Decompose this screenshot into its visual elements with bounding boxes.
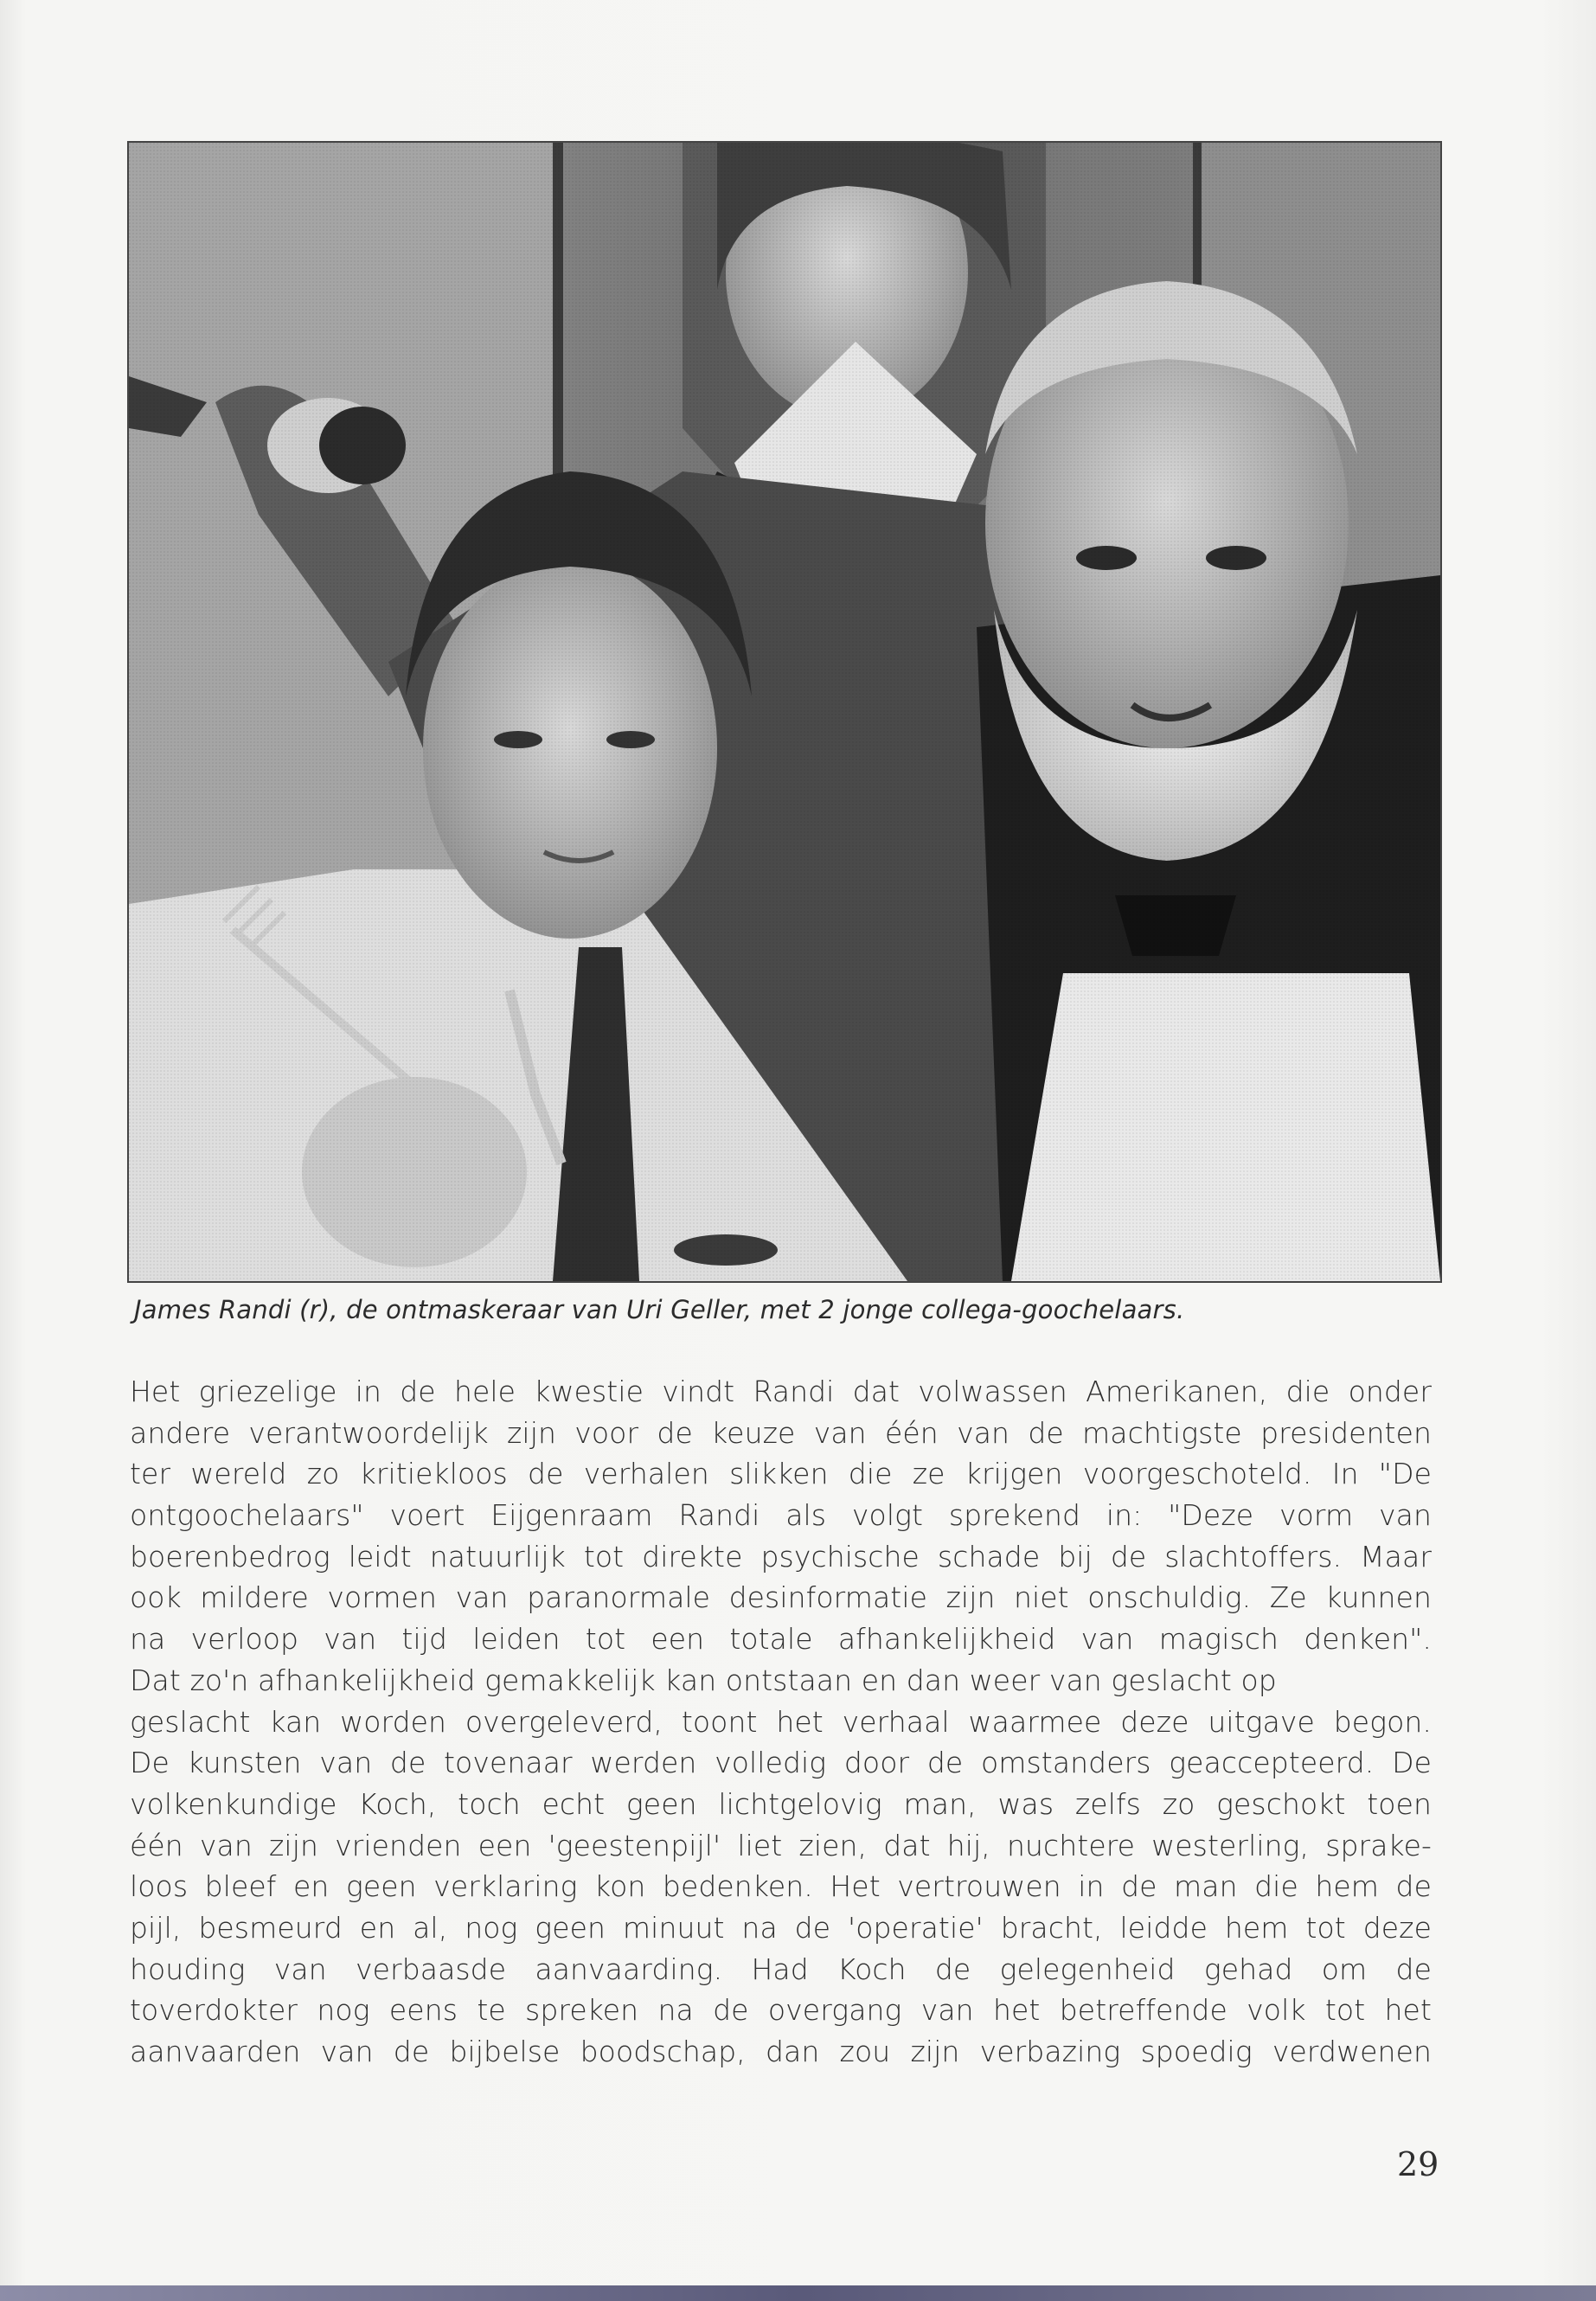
page-number: 29 [1397,2145,1439,2183]
text-line: Dat zo'n afhankelijkheid gemakkelijk kan ontstaan en dan weer van geslacht op [130,1663,1277,1697]
text-line: aanvaarden van de bijbelse boodschap, dan zou zijn verbazing spoedig verdwenen [130,2035,1432,2068]
text-line: na verloop van tijd leiden tot een totale afhankelijkheid van magisch denken". [130,1622,1432,1657]
text-line: ter wereld zo kritiekloos de verhalen slikken die ze krijgen voorgeschoteld. In "De [130,1457,1432,1491]
photo-illustration [129,143,1440,1281]
text-line: toverdokter nog eens te spreken na de overgang van het betreffende volk tot het [130,1993,1432,2028]
page-edge [0,2285,1596,2301]
text-line: boerenbedrog leidt natuurlijk tot direkte psychische schade bij de slachtoffers. Maar [130,1539,1432,1574]
text-line: geslacht kan worden overgeleverd, toont het verhaal waarmee deze uitgave begon. [130,1704,1432,1739]
text-line: pijl, besmeurd en al, nog geen minuut na de 'operatie' bracht, leidde hem tot deze [130,1910,1432,1945]
photo-caption: James Randi (r), de ontmaskeraar van Uri Geller, met 2 jonge collega-goochelaars. [134,1295,1185,1324]
text-line: houding van verbaasde aanvaarding. Had Koch de gelegenheid gehad om de [130,1952,1432,1986]
article-body [130,1371,1432,2073]
text-line: Het griezelige in de hele kwestie vindt Randi dat volwassen Amerikanen, die onder [130,1375,1432,1408]
text-line: ook mildere vormen van paranormale desinformatie zijn niet onschuldig. Ze kunnen [130,1580,1432,1615]
text-line: andere verantwoordelijk zijn voor de keuze van één van de machtigste presidenten [130,1415,1432,1450]
text-line: volkenkundige Koch, toch echt geen lichtgelovig man, was zelfs zo geschokt toen [130,1786,1432,1821]
text-line: ontgoochelaars" voert Eijgenraam Randi als volgt sprekend in: "Deze vorm van [130,1498,1432,1533]
text-line: De kunsten van de tovenaar werden volledig door de omstanders geaccepteerd. De [130,1746,1432,1780]
text-line: loos bleef en geen verklaring kon bedenken. Het vertrouwen in de man die hem de [130,1869,1432,1904]
text-line: één van zijn vrienden een 'geestenpijl' liet zien, dat hij, nuchtere westerling, sprake- [130,1828,1432,1862]
photograph [127,141,1442,1283]
